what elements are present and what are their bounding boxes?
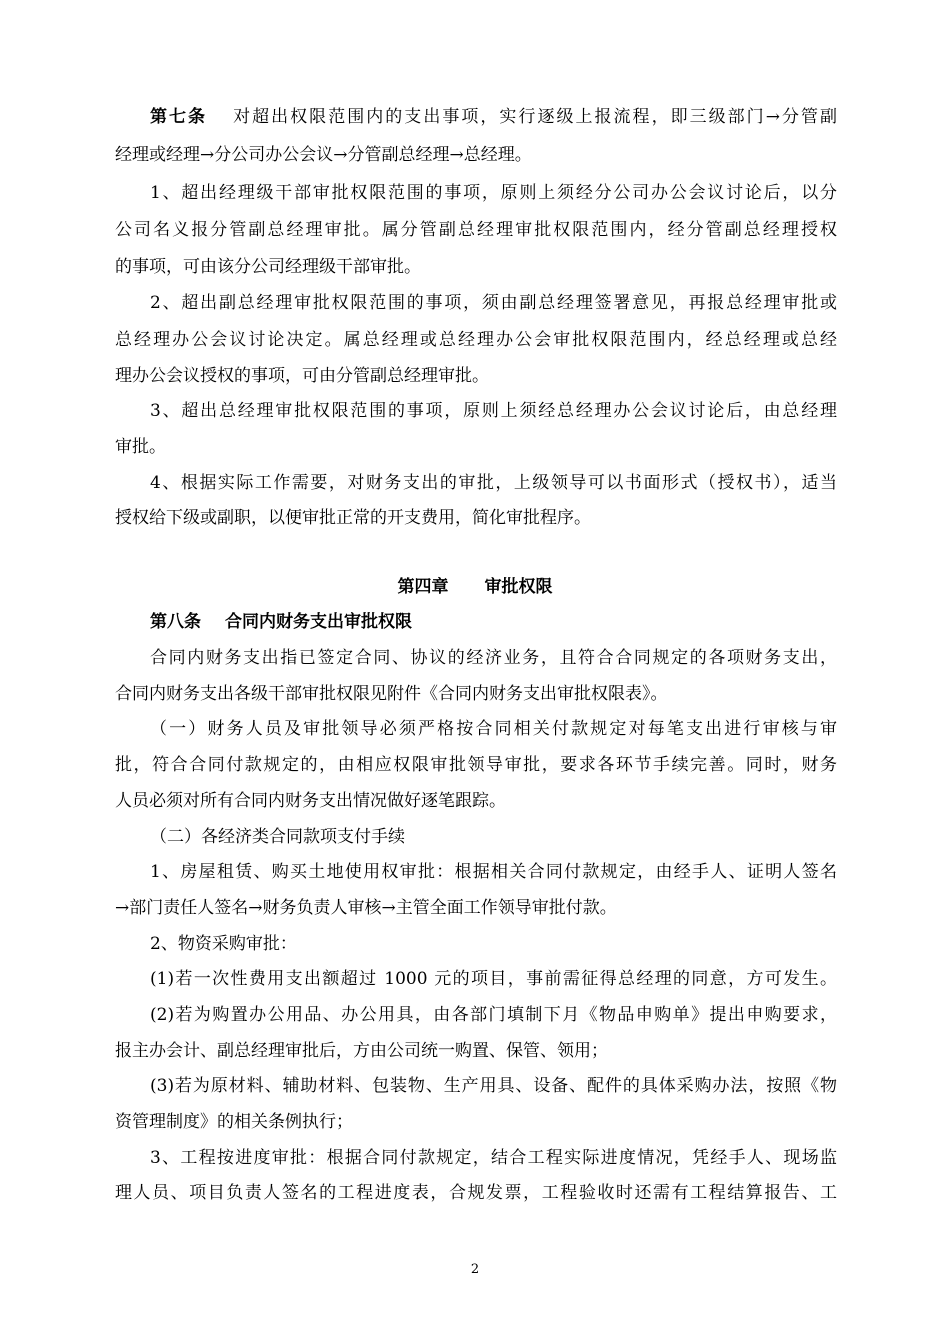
item-1-line-3: 的事项，可由该分公司经理级干部审批。	[115, 257, 421, 277]
clause-1-line-1: 1、房屋租赁、购买土地使用权审批：根据相关合同付款规定，由经手人、证明人签名	[150, 862, 837, 882]
article-7-label: 第七条	[150, 107, 208, 127]
article-8-intro-line-1: 合同内财务支出指已签定合同、协议的经济业务，且符合合同规定的各项财务支出，	[150, 648, 837, 668]
item-1-line-2: 公司名义报分管副总经理审批。属分管副总经理审批权限范围内，经分管副总经理授权	[115, 220, 837, 240]
clause-2-title: 2、物资采购审批：	[150, 934, 297, 954]
article-8-heading	[150, 609, 837, 635]
section-1-line-3: 人员必须对所有合同内财务支出情况做好逐笔跟踪。	[115, 791, 506, 811]
clause-2-b-line-2: 报主办会计、副总经理审批后，方由公司统一购置、保管、领用；	[115, 1041, 608, 1061]
clause-2-a: (1)若一次性费用支出额超过 1000 元的项目，事前需征得总经理的同意，方可发生。	[150, 969, 837, 989]
item-3-line-2: 审批。	[115, 437, 166, 457]
chapter-label: 第四章	[397, 577, 449, 597]
item-2-line-2: 总经理办公会议讨论决定。属总经理或总经理办公会审批权限范围内，经总经理或总经	[115, 330, 837, 350]
clause-2-b-line-1: (2)若为购置办公用品、办公用具，由各部门填制下月《物品申购单》提出申购要求，	[150, 1005, 837, 1025]
article-8-title: 合同内财务支出审批权限	[225, 612, 412, 632]
item-2-line-1: 2、超出副总经理审批权限范围的事项，须由副总经理签署意见，再报总经理审批或	[150, 293, 837, 313]
item-2-line-3: 理办公会议授权的事项，可由分管副总经理审批。	[115, 366, 489, 386]
chapter-heading	[0, 574, 950, 600]
item-4-line-1: 4、根据实际工作需要，对财务支出的审批，上级领导可以书面形式（授权书），适当	[150, 473, 837, 493]
clause-2-c-line-1: (3)若为原材料、辅助材料、包装物、生产用具、设备、配件的具体采购办法，按照《物	[150, 1076, 837, 1096]
article-8-intro-line-2: 合同内财务支出各级干部审批权限见附件《合同内财务支出审批权限表》。	[115, 684, 668, 704]
article-7-text: 对超出权限范围内的支出事项，实行逐级上报流程，即三级部门→分管副	[231, 107, 838, 127]
item-1-line-1: 1、超出经理级干部审批权限范围的事项，原则上须经分公司办公会议讨论后，以分	[150, 183, 837, 203]
page-number: 2	[470, 1262, 480, 1277]
article-7-line-1	[150, 104, 837, 130]
article-8-label: 第八条	[150, 612, 201, 632]
section-1-line-1: （一）财务人员及审批领导必须严格按合同相关付款规定对每笔支出进行审核与审	[150, 719, 837, 739]
clause-1-line-2: →部门责任人签名→财务负责人审核→主管全面工作领导审批付款。	[115, 898, 617, 918]
clause-3-line-2: 理人员、项目负责人签名的工程进度表，合规发票，工程验收时还需有工程结算报告、工	[115, 1183, 837, 1203]
item-4-line-2: 授权给下级或副职，以便审批正常的开支费用，简化审批程序。	[115, 508, 591, 528]
section-2-title: （二）各经济类合同款项支付手续	[150, 827, 405, 847]
clause-3-line-1: 3、工程按进度审批：根据合同付款规定，结合工程实际进度情况，凭经手人、现场监	[150, 1148, 837, 1168]
article-7-line-2: 经理或经理→分公司办公会议→分管副总经理→总经理。	[115, 145, 532, 165]
clause-2-c-line-2: 资管理制度》的相关条例执行；	[115, 1112, 353, 1132]
chapter-title: 审批权限	[484, 577, 553, 597]
item-3-line-1: 3、超出总经理审批权限范围的事项，原则上须经总经理办公会议讨论后，由总经理	[150, 401, 837, 421]
section-1-line-2: 批，符合合同付款规定的，由相应权限审批领导审批，要求各环节手续完善。同时，财务	[115, 755, 837, 775]
